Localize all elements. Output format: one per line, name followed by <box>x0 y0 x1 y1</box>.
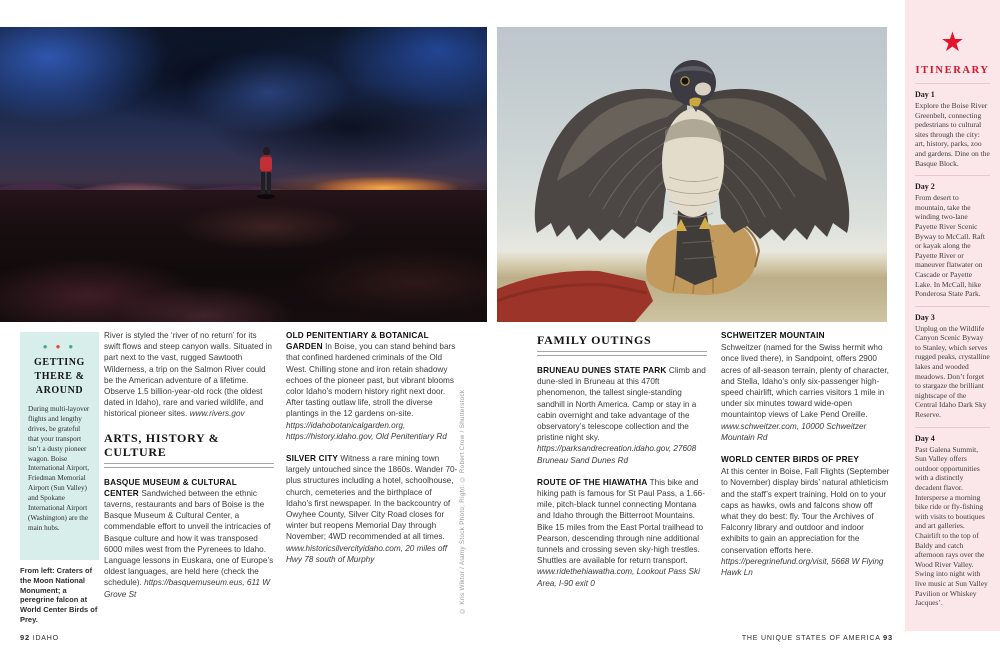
section-arts-history-culture: ARTS, HISTORY & CULTURE <box>104 430 220 459</box>
entry-body: Schweitzer (named for the Swiss hermit who once lived there), in Sandpoint, offers 2900 acres of all-season terrain, plenty of character, and Stella, Idaho’s only six-passenger high-speed chairlift, which carries visitors 1 mile in under six minutes toward wide-open mountaintop views of Lake Pend Oreille. <box>721 343 889 420</box>
intro-url: www.rivers.gov <box>189 409 245 419</box>
book-title-label: THE UNIQUE STATES OF AMERICA <box>741 635 881 642</box>
photo-craters-of-the-moon <box>0 27 487 322</box>
entry-route-hiawatha <box>537 477 707 589</box>
itinerary-day-1 <box>915 90 990 168</box>
day-4-label: Day 4 <box>915 433 935 443</box>
entry-url: www.schweitzer.com, 10000 Schweitzer Mountain Rd <box>721 421 867 442</box>
day-3-label: Day 3 <box>915 312 935 322</box>
section-family-outings: FAMILY OUTINGS <box>537 333 652 347</box>
entry-body: Climb and dune-sled in Bruneau at this 470ft phenomenon, the tallest single-standing sandhill in North America. Camp or stay in a cabin overnight and take advantage of the observatory’s telescope collection and the pristine night sky. <box>537 366 706 443</box>
entry-basque-museum <box>104 477 274 600</box>
entry-birds-of-prey <box>721 454 891 578</box>
page-number-left: 92 <box>20 633 30 642</box>
column-4 <box>721 330 891 589</box>
day-2-body: From desert to mountain, take the winding two-lane Payette River Scenic Byway to McCall. Raft or kayak along the Payette River or maneuver flatwater on Cascade or Payette Lake. In McCall, hike Ponderosa State Park. <box>915 193 985 299</box>
divider <box>915 83 990 84</box>
entry-lead: SCHWEITZER MOUNTAIN <box>721 331 825 340</box>
folio-right <box>600 633 893 642</box>
entry-lead: WORLD CENTER BIRDS OF PREY <box>721 455 860 465</box>
entry-body: Witness a rare mining town largely untouched since the 1860s. Wander 70-plus structures including a hotel, schoolhouse, church, cemeteries and the birthplace of Idaho’s first newspaper. In the backcountry of Owyhee County, Silver City Road closes for winter but reopens Memorial Day through November; 4WD recommended at all times. <box>286 454 458 542</box>
entry-lead: OLD PENITENTIARY & BOTANICAL GARDEN <box>286 331 429 352</box>
day-1-label: Day 1 <box>915 90 935 99</box>
entry-old-penitentiary <box>286 330 458 442</box>
day-2-label: Day 2 <box>915 182 935 192</box>
entry-bruneau-dunes <box>537 365 707 466</box>
entry-body: At this center in Boise, Fall Flights (September to November) display birds’ natural athleticism and the staff’s expert training. Hold on to your caps as hawks, owls and falcons show off what they do best: fly. Tour the Archives of Falconry library and outdoor and indoor exhibits to gain an appreciation for the conservation efforts here. <box>721 467 890 555</box>
entry-url: https://peregrinefund.org/visit, 5668 W Flying Hawk Ln <box>721 556 884 578</box>
entry-lead: BASQUE MUSEUM & CULTURAL CENTER <box>104 477 237 498</box>
entry-lead: BRUNEAU DUNES STATE PARK <box>537 366 669 375</box>
ornament-dots: ● ● ● <box>42 342 77 351</box>
column-1 <box>104 330 274 611</box>
photo-peregrine-falcon <box>497 27 887 322</box>
itinerary-day-4 <box>915 434 990 608</box>
itinerary-title: ITINERARY <box>915 65 990 76</box>
itinerary-day-2 <box>915 182 990 299</box>
divider <box>915 175 990 176</box>
photo-credit: © Kris Wiktor / Alamy Stock Photo; Right: © Robert Crow / Shutterstock <box>459 389 466 614</box>
itinerary-day-3 <box>915 313 990 420</box>
salmon-river-paragraph <box>104 330 274 420</box>
photo-caption: From left: Craters of the Moon National Monument; a peregrine falcon at World Center Birds of Prey. <box>20 566 98 624</box>
page-number-right: 93 <box>883 633 893 642</box>
day-3-body: Unplug on the Wildlife Canyon Scenic Byway to Stanley, which serves rugged peaks, crystalline lakes and wooded meadows. Don’t forget to stargaze the brilliant nightscape of the Central Idaho Dark Sky Reserve. <box>915 323 990 420</box>
column-2 <box>286 330 458 576</box>
intro-body: River is styled the ‘river of no return’ for its swift flows and steep canyon walls. Situated in part next to the vast, rugged Sawtooth Wilderness, a trip on the Salmon River could be the American adventure of a lifetime. Observe 1.5 billion-year-old rock (the oldest dated in Idaho), rare and varied wildlife, and historical pioneer sites. <box>104 331 272 419</box>
book-section-label: IDAHO <box>32 635 59 642</box>
entry-url: www.historicsilvercityidaho.com, 20 miles off Hwy 78 south of Murphy <box>286 543 448 564</box>
entry-url: https://parksandrecreation.idaho.gov, 27608 Bruneau Sand Dunes Rd <box>537 444 697 465</box>
entry-lead: SILVER CITY <box>286 454 341 464</box>
getting-there-title: GETTING THERE & AROUND <box>34 357 85 396</box>
itinerary-sidebar <box>905 0 1000 631</box>
lava-field <box>0 190 487 322</box>
entry-url: www.ridethehiawatha.com, Lookout Pass Ski Area, I-90 exit 0 <box>537 567 700 588</box>
entry-body: Sandwiched between the ethnic taverns, restaurants and bars of Boise is the Basque Museum & Cultural Center, a commendable effort to unveil the intricacies of Basque culture and how it was transposed 6000 miles west from the Pyrenees to Idaho. Language lessons in Euskara, one of Europe’s oldest languages, are held here (check the schedule). <box>104 488 274 588</box>
divider <box>915 427 990 428</box>
hiker-figure <box>258 147 274 209</box>
entry-url: https://basquemuseum.eus, 611 W Grove St <box>104 578 270 599</box>
entry-body: In Boise, you can stand behind bars that confined hardened criminals of the Old West. Chilling stone and iron retain shadowy echoes of the pioneer past, but vibrant blooms color Idaho’s modern history right next door. After tasting outlaw life, stroll the diverse plantings in the 12 gardens on-site. <box>286 342 456 419</box>
divider <box>915 306 990 307</box>
entry-url: https://idahobotanicalgarden.org, https://history.idaho.gov, Old Penitentiary Rd <box>286 420 447 441</box>
getting-there-body: During multi-layover flights and lengthy drives, be grateful that your transport isn’t a dusty pioneer wagon. Boise International Airport, Friedman Memorial Airport (Sun Valley) and Spokane International Airport (Washington) are the main hubs. <box>28 405 90 532</box>
day-4-body: Past Galena Summit, Sun Valley offers outdoor opportunities with a distinctly decadent flavor. Intersperse a morning bike ride or fly-fishing with visits to boutiques and art galleries. Chairlift to the top of Baldy and catch afternoon rays over the Wood River Valley. Swing into night with live music at Sun Valley Pavilion or Whiskey Jacques’. <box>915 444 988 608</box>
rule <box>537 351 707 356</box>
entry-body: This bike and hiking path is famous for St Paul Pass, a 1.66-mile, pitch-black tunnel connecting Montana and Idaho through the Bitterroot Mountains. Bike 15 miles from the East Portal trailhead to Pearson, descending through nine additional tunnels and crossing seven sky-high trestles. Shuttles are available for return transport. <box>537 477 705 566</box>
getting-there-box <box>20 332 99 560</box>
rule <box>104 463 274 468</box>
falcon-illustration <box>497 27 887 322</box>
entry-silver-city <box>286 453 458 565</box>
column-3 <box>537 330 707 600</box>
entry-schweitzer <box>721 330 891 443</box>
entry-lead: ROUTE OF THE HIAWATHA <box>537 477 650 487</box>
day-1-body: Explore the Boise River Greenbelt, connecting pedestrians to cultural sites through the city: art, history, parks, zoo and gardens. Dine on the Basque Block. <box>915 101 990 168</box>
folio-left <box>20 633 59 642</box>
star-icon: ★ <box>940 27 965 57</box>
